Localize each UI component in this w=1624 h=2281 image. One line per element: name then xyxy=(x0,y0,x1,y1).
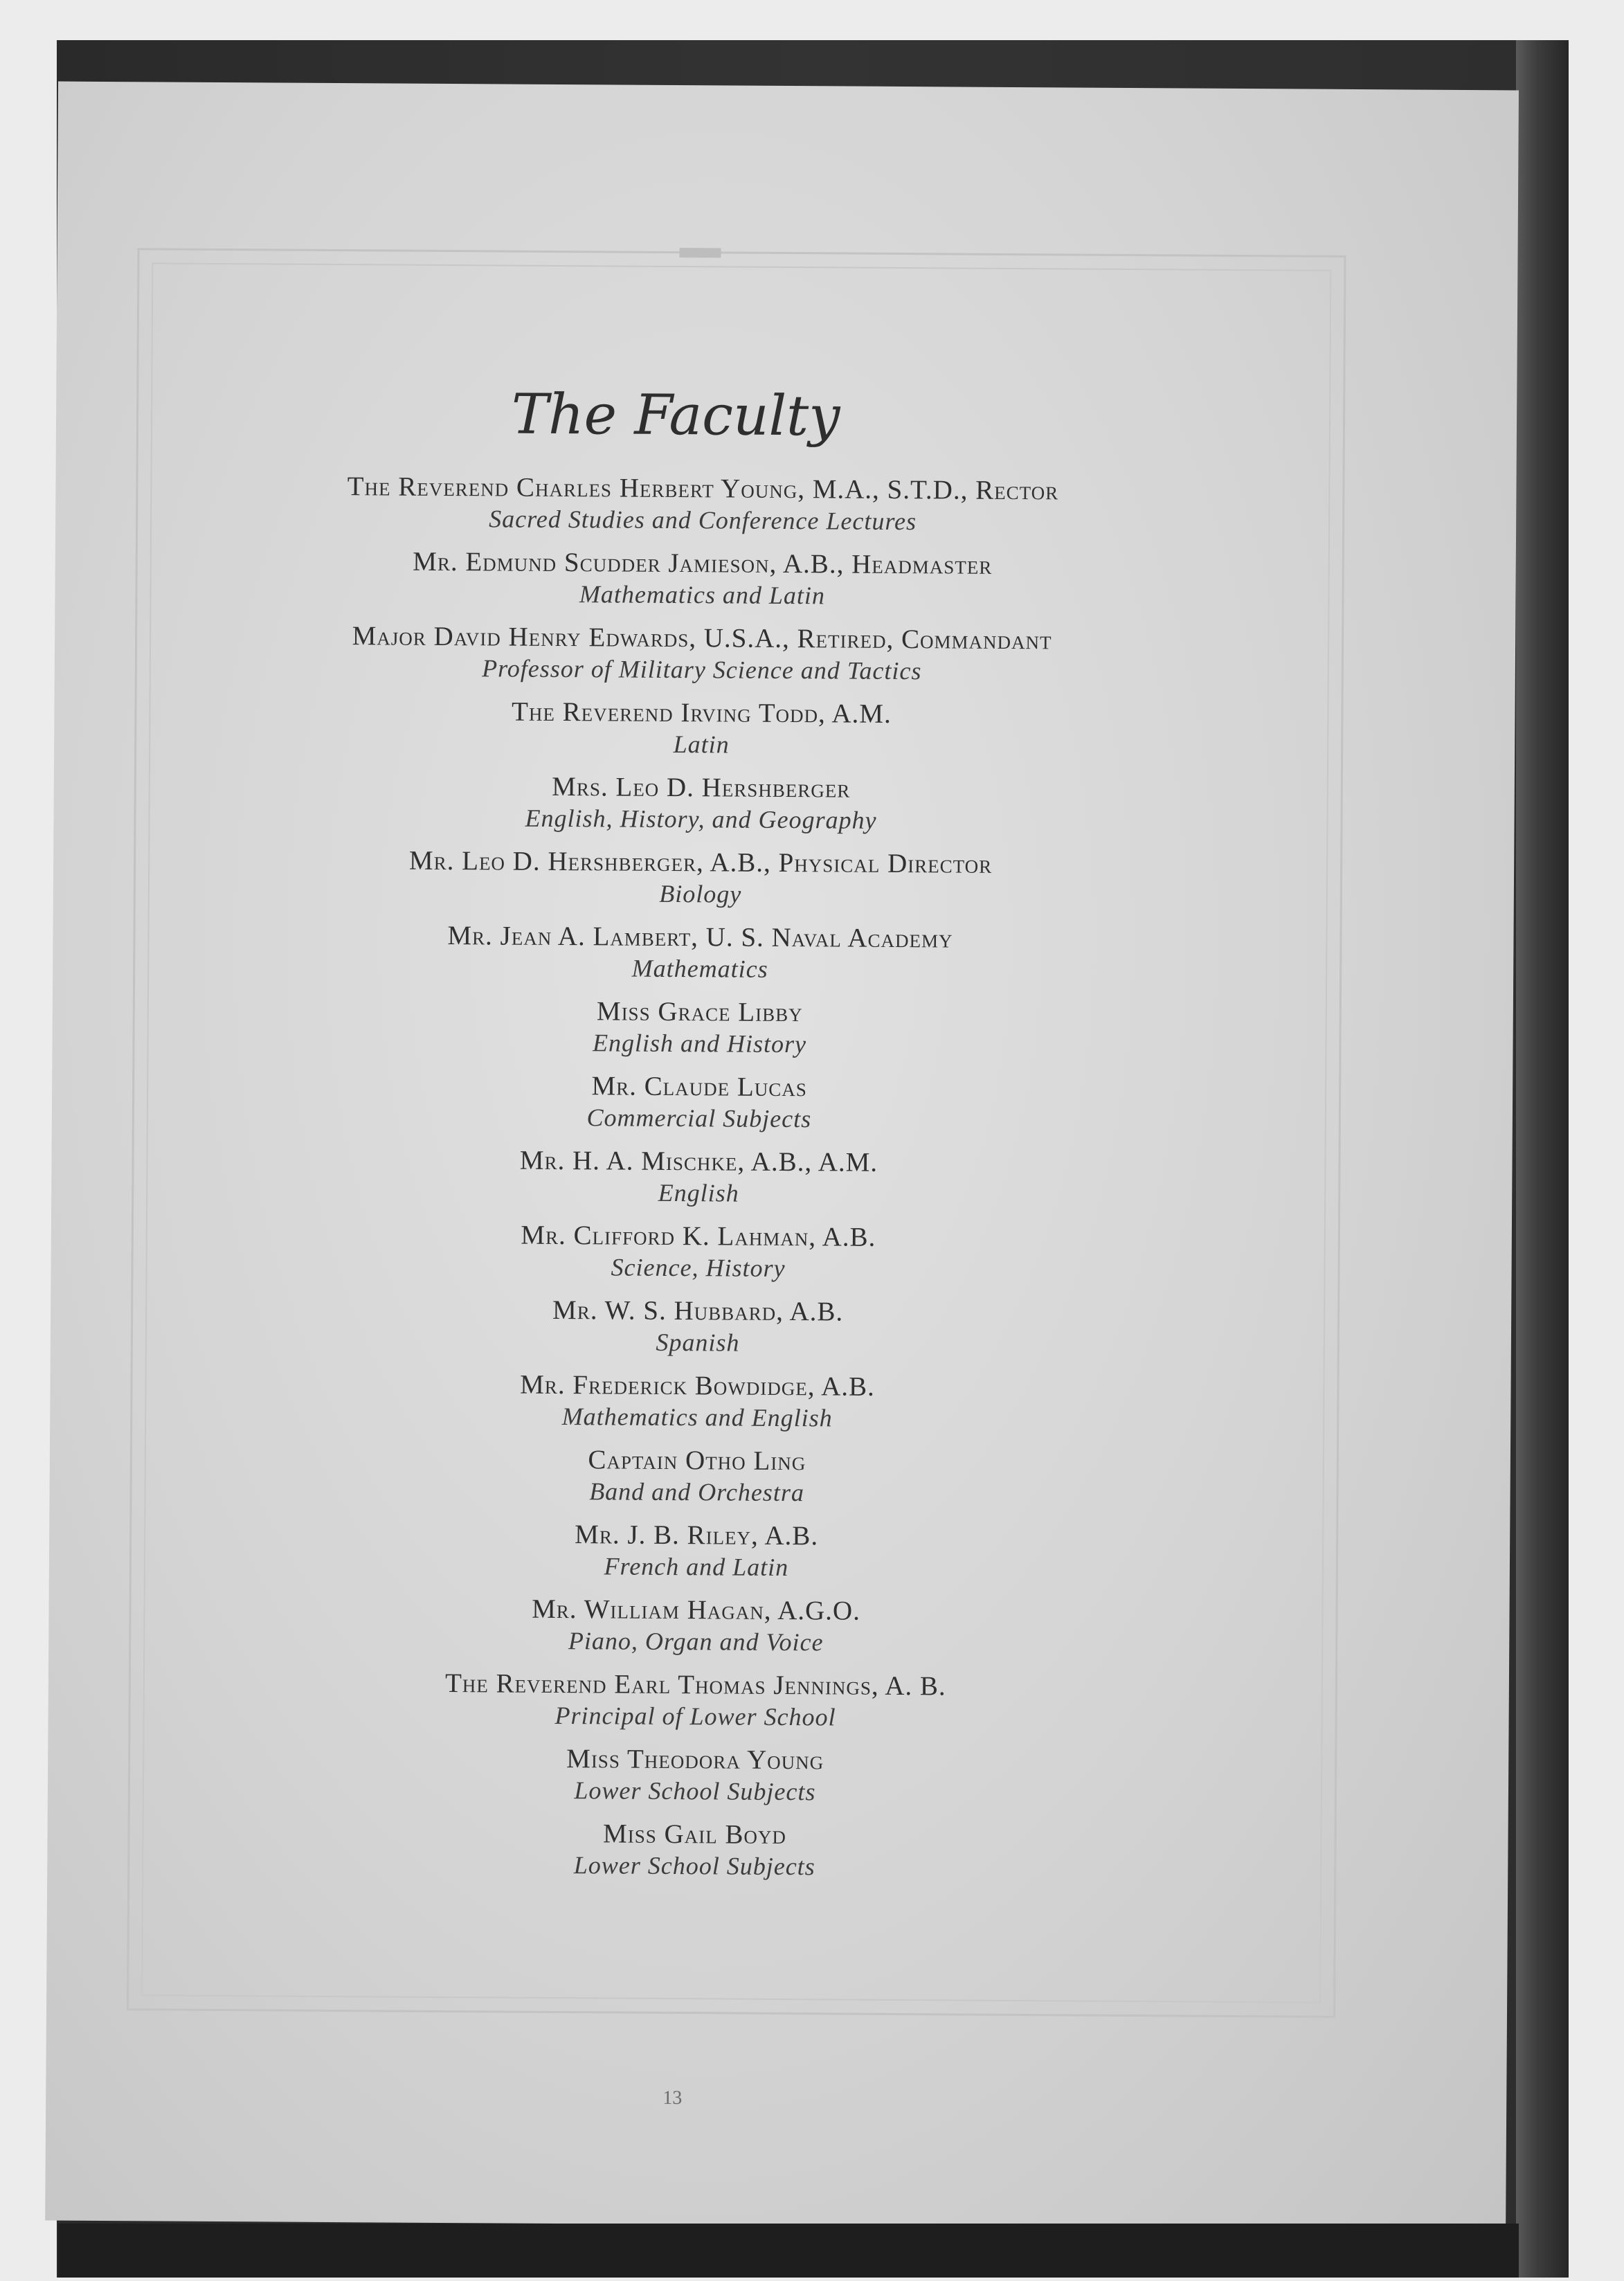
faculty-entry xyxy=(0,693,1432,764)
faculty-subject: French and Latin xyxy=(604,1552,789,1582)
faculty-entry xyxy=(0,1590,1427,1661)
faculty-entry xyxy=(0,1216,1429,1288)
faculty-name: Mr. Edmund Scudder Jamieson, A.B., Headmaster xyxy=(413,546,993,580)
faculty-name: The Reverend Charles Herbert Young, M.A., S.T.D., Rector xyxy=(347,471,1059,506)
faculty-name: Mr. J. B. Riley, A.B. xyxy=(575,1520,819,1551)
faculty-subject: Principal of Lower School xyxy=(554,1701,836,1731)
faculty-subject: Mathematics and Latin xyxy=(579,580,826,610)
faculty-entry xyxy=(0,1515,1427,1587)
faculty-entry xyxy=(0,1142,1429,1213)
faculty-name: Mr. William Hagan, A.G.O. xyxy=(532,1594,861,1626)
faculty-name: The Reverend Irving Todd, A.M. xyxy=(511,696,892,729)
faculty-entry xyxy=(0,1291,1428,1362)
faculty-subject: English, History, and Geography xyxy=(525,804,877,834)
faculty-name: The Reverend Earl Thomas Jennings, A. B. xyxy=(444,1668,946,1702)
faculty-subject: English and History xyxy=(592,1029,807,1058)
faculty-subject: Mathematics and English xyxy=(561,1403,833,1432)
faculty-subject: Mathematics xyxy=(631,954,768,983)
faculty-entry xyxy=(0,768,1432,839)
faculty-entry xyxy=(0,917,1431,989)
page-number: 13 xyxy=(662,2086,683,2109)
border-ornament xyxy=(679,248,721,258)
faculty-entry xyxy=(0,469,1434,540)
faculty-entry xyxy=(0,543,1433,615)
faculty-subject: Lower School Subjects xyxy=(574,1776,816,1806)
book-page xyxy=(45,82,1519,2230)
book-spine-edge xyxy=(1516,40,1569,2278)
faculty-subject: Band and Orchestra xyxy=(589,1477,805,1507)
faculty-subject: Biology xyxy=(659,879,742,908)
faculty-subject: Commercial Subjects xyxy=(586,1103,812,1133)
faculty-subject: Science, History xyxy=(611,1253,786,1283)
faculty-subject: Spanish xyxy=(656,1328,740,1357)
faculty-entry xyxy=(0,992,1430,1063)
faculty-name: Mr. Frederick Bowdidge, A.B. xyxy=(520,1369,875,1402)
faculty-subject: Latin xyxy=(673,730,730,759)
faculty-name: Miss Gail Boyd xyxy=(603,1819,787,1850)
faculty-name: Mr. W. S. Hubbard, A.B. xyxy=(552,1295,844,1327)
faculty-name: Mr. H. A. Mischke, A.B., A.M. xyxy=(519,1145,878,1178)
faculty-name: Mrs. Leo D. Hershberger xyxy=(552,771,851,804)
faculty-name: Mr. Jean A. Lambert, U. S. Naval Academy xyxy=(447,921,953,954)
faculty-entry xyxy=(0,618,1432,689)
faculty-name: Miss Theodora Young xyxy=(566,1744,824,1776)
faculty-name: Mr. Leo D. Hershberger, A.B., Physical Director xyxy=(408,845,993,879)
faculty-subject: Professor of Military Science and Tactics xyxy=(482,654,922,685)
faculty-name: Miss Grace Libby xyxy=(596,996,803,1028)
faculty-entry xyxy=(0,1814,1425,1886)
faculty-entry xyxy=(0,1441,1427,1512)
faculty-entry xyxy=(0,1740,1425,1811)
faculty-subject: English xyxy=(658,1178,739,1207)
faculty-entry xyxy=(0,842,1431,914)
faculty-name: Captain Otho Ling xyxy=(588,1445,806,1477)
faculty-entry xyxy=(0,1067,1429,1138)
faculty-name: Mr. Clifford K. Lahman, A.B. xyxy=(521,1220,876,1252)
page-title: The Faculty xyxy=(511,381,840,449)
faculty-subject: Lower School Subjects xyxy=(573,1851,815,1881)
faculty-subject: Sacred Studies and Conference Lectures xyxy=(489,505,917,536)
faculty-entry xyxy=(0,1366,1428,1437)
scan-bottom-edge xyxy=(58,2224,1519,2278)
faculty-entry xyxy=(0,1665,1426,1736)
faculty-name: Major David Henry Edwards, U.S.A., Retired, Commandant xyxy=(352,621,1052,656)
faculty-name: Mr. Claude Lucas xyxy=(591,1071,807,1103)
faculty-subject: Piano, Organ and Voice xyxy=(568,1627,824,1657)
